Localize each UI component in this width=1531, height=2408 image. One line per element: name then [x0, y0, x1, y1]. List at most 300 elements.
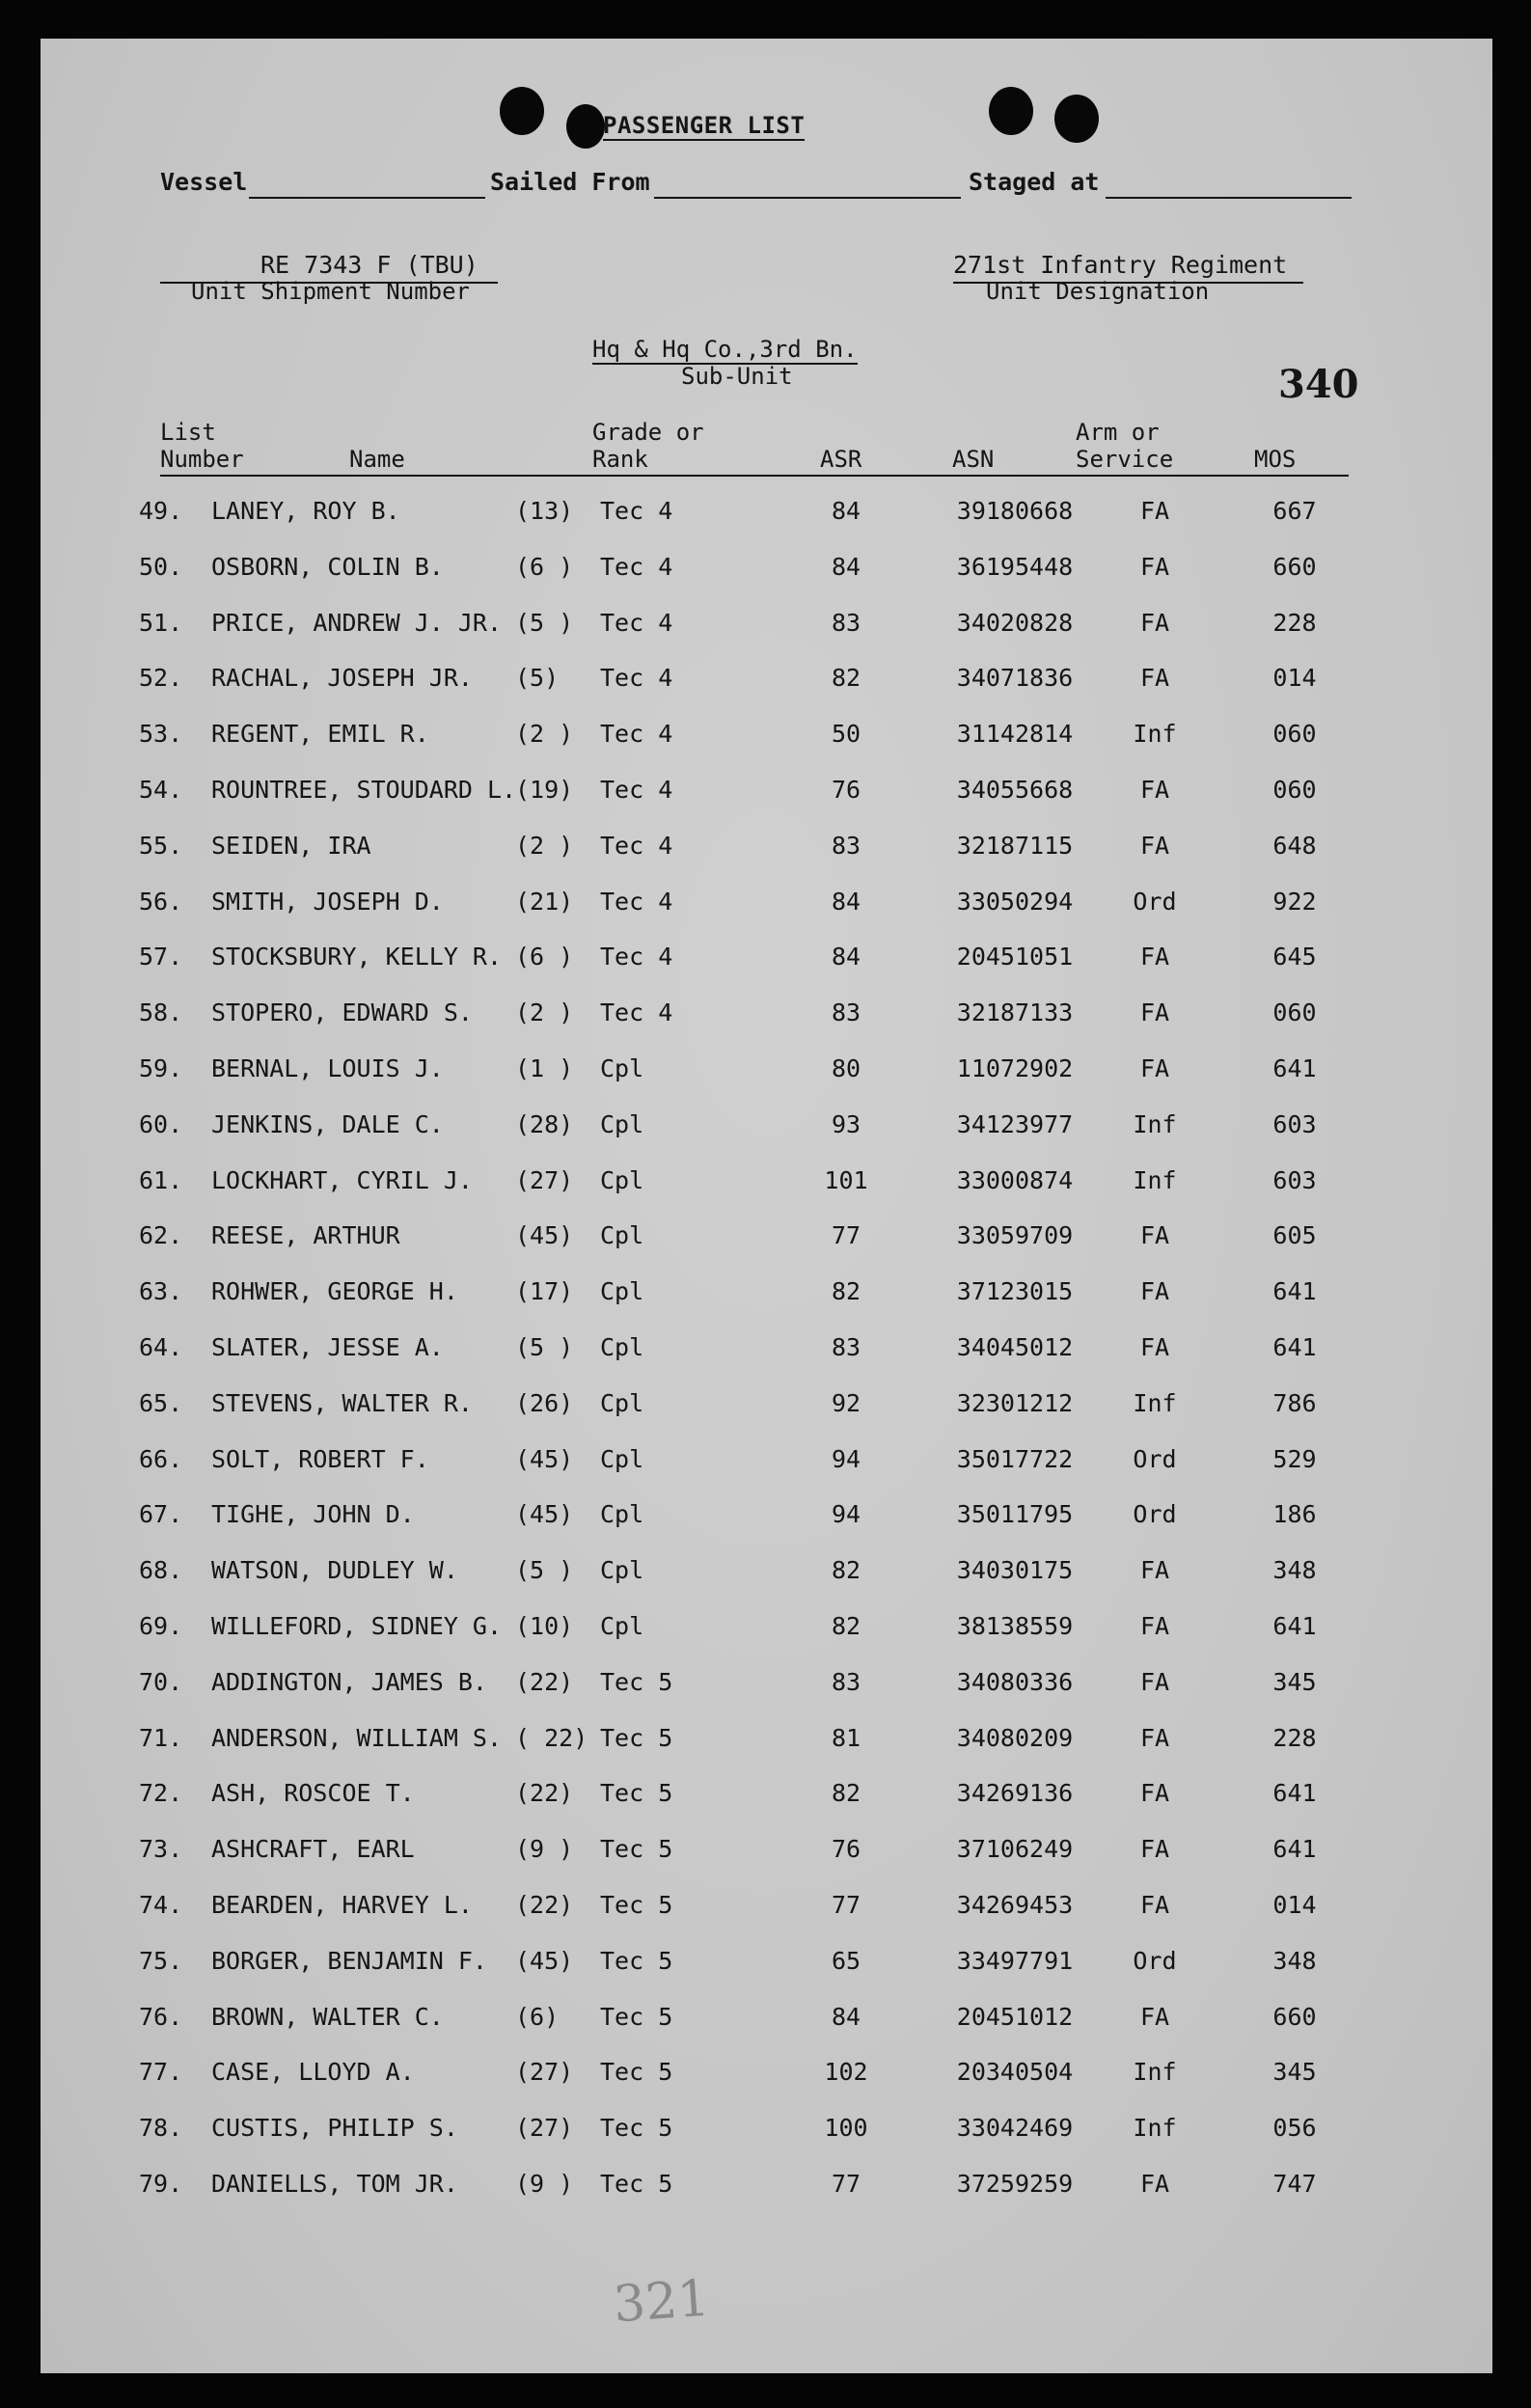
asr-value: 83 [831, 1667, 861, 1696]
passenger-name: BROWN, WALTER C. [211, 2002, 444, 2031]
mos-value: 348 [1272, 1946, 1317, 1975]
arm-service: Inf [1133, 2058, 1177, 2087]
asr-value: 84 [831, 943, 861, 971]
asr-value: 101 [824, 1165, 868, 1194]
mos-value: 660 [1272, 552, 1317, 581]
table-row [41, 1724, 1492, 1778]
passenger-code: (5) [515, 664, 560, 693]
passenger-name: ASH, ROSCOE T. [211, 1779, 415, 1808]
grade-rank: Tec 5 [600, 2058, 673, 2087]
grade-rank: Tec 5 [600, 1723, 673, 1752]
passenger-name: DANIELLS, TOM JR. [211, 2170, 458, 2198]
asn-value: 34020828 [956, 608, 1074, 637]
grade-rank: Cpl [600, 1388, 644, 1417]
asr-value: 100 [824, 2114, 868, 2143]
table-row [41, 664, 1492, 718]
grade-rank: Cpl [600, 1165, 644, 1194]
table-row [41, 553, 1492, 607]
passenger-name: ASHCRAFT, EARL [211, 1835, 415, 1864]
document-title: PASSENGER LIST [603, 112, 806, 139]
grade-rank: Tec 4 [600, 608, 673, 637]
asr-value: 82 [831, 1612, 861, 1640]
arm-service: FA [1139, 1835, 1170, 1864]
asr-value: 82 [831, 1277, 861, 1306]
asn-value: 38138559 [956, 1612, 1074, 1640]
passenger-code: (2 ) [515, 720, 574, 749]
table-row [41, 1500, 1492, 1554]
asr-value: 77 [831, 2170, 861, 2198]
asr-value: 82 [831, 1779, 861, 1808]
table-row [41, 2003, 1492, 2057]
asr-value: 82 [831, 664, 861, 693]
asn-value: 34269453 [956, 1891, 1074, 1919]
mos-value: 228 [1272, 1723, 1317, 1752]
arm-service: FA [1139, 1277, 1170, 1306]
col-header-asr: ASR [820, 446, 862, 473]
asr-value: 83 [831, 999, 861, 1027]
arm-service: Ord [1133, 1444, 1177, 1473]
asr-value: 84 [831, 887, 861, 916]
passenger-name: JENKINS, DALE C. [211, 1109, 444, 1138]
unit-designation-label: Unit Designation [986, 278, 1210, 305]
grade-rank: Tec 5 [600, 2170, 673, 2198]
grade-rank: Tec 4 [600, 831, 673, 860]
passenger-code: (27) [515, 2114, 574, 2143]
list-number: 68. [139, 1556, 183, 1585]
table-row [41, 943, 1492, 997]
table-row [41, 1166, 1492, 1220]
passenger-code: (21) [515, 887, 574, 916]
list-number: 76. [139, 2002, 183, 2031]
sub-unit-label: Sub-Unit [681, 363, 793, 390]
mos-value: 056 [1272, 2114, 1317, 2143]
grade-rank: Tec 5 [600, 2114, 673, 2143]
staged-at-blank [1106, 197, 1352, 199]
table-row [41, 1277, 1492, 1331]
asn-value: 33059709 [956, 1221, 1074, 1250]
unit-shipment-label: Unit Shipment Number [191, 278, 470, 305]
passenger-name: BEARDEN, HARVEY L. [211, 1891, 473, 1919]
table-row [41, 1947, 1492, 2001]
asn-value: 34030175 [956, 1556, 1074, 1585]
asn-value: 32187133 [956, 999, 1074, 1027]
asn-value: 20451012 [956, 2002, 1074, 2031]
grade-rank: Tec 5 [600, 2002, 673, 2031]
asn-value: 37106249 [956, 1835, 1074, 1864]
passenger-code: (22) [515, 1667, 574, 1696]
list-number: 78. [139, 2114, 183, 2143]
list-number: 70. [139, 1667, 183, 1696]
passenger-name: REESE, ARTHUR [211, 1221, 400, 1250]
grade-rank: Tec 5 [600, 1779, 673, 1808]
passenger-name: ROUNTREE, STOUDARD L. [211, 776, 517, 804]
mos-value: 060 [1272, 776, 1317, 804]
punch-hole [566, 104, 605, 149]
asn-value: 31142814 [956, 720, 1074, 749]
list-number: 73. [139, 1835, 183, 1864]
arm-service: Ord [1133, 1946, 1177, 1975]
passenger-name: WILLEFORD, SIDNEY G. [211, 1612, 503, 1640]
handwritten-number: 321 [612, 2269, 712, 2335]
grade-rank: Tec 5 [600, 1835, 673, 1864]
mos-value: 603 [1272, 1109, 1317, 1138]
asn-value: 36195448 [956, 552, 1074, 581]
list-number: 61. [139, 1165, 183, 1194]
staged-at-label: Staged at [969, 168, 1100, 196]
asn-value: 37123015 [956, 1277, 1074, 1306]
mos-value: 667 [1272, 497, 1317, 525]
arm-service: FA [1139, 1221, 1170, 1250]
grade-rank: Tec 5 [600, 1667, 673, 1696]
grade-rank: Tec 4 [600, 999, 673, 1027]
passenger-code: (5 ) [515, 1556, 574, 1585]
table-row [41, 720, 1492, 774]
passenger-name: SOLT, ROBERT F. [211, 1444, 429, 1473]
list-number: 62. [139, 1221, 183, 1250]
mos-value: 645 [1272, 943, 1317, 971]
arm-service: FA [1139, 1667, 1170, 1696]
asr-value: 93 [831, 1109, 861, 1138]
arm-service: FA [1139, 1779, 1170, 1808]
grade-rank: Tec 4 [600, 720, 673, 749]
mos-value: 529 [1272, 1444, 1317, 1473]
asn-value: 20340504 [956, 2058, 1074, 2087]
table-row [41, 1668, 1492, 1722]
list-number: 56. [139, 887, 183, 916]
list-number: 64. [139, 1333, 183, 1361]
mos-value: 648 [1272, 831, 1317, 860]
passenger-name: SMITH, JOSEPH D. [211, 887, 444, 916]
passenger-code: (22) [515, 1891, 574, 1919]
list-number: 72. [139, 1779, 183, 1808]
passenger-code: (28) [515, 1109, 574, 1138]
asn-value: 34080209 [956, 1723, 1074, 1752]
arm-service: FA [1139, 999, 1170, 1027]
arm-service: FA [1139, 2002, 1170, 2031]
passenger-code: (17) [515, 1277, 574, 1306]
unit-shipment-number: RE 7343 F (TBU) [260, 251, 478, 279]
table-row [41, 888, 1492, 942]
asn-value: 20451051 [956, 943, 1074, 971]
passenger-code: (5 ) [515, 608, 574, 637]
table-row [41, 832, 1492, 886]
table-row [41, 776, 1492, 830]
passenger-code: (6 ) [515, 552, 574, 581]
sailed-from-blank [654, 197, 961, 199]
passenger-name: RACHAL, JOSEPH JR. [211, 664, 473, 693]
grade-rank: Cpl [600, 1612, 644, 1640]
table-row [41, 2170, 1492, 2224]
passenger-name: STEVENS, WALTER R. [211, 1388, 473, 1417]
grade-rank: Tec 4 [600, 776, 673, 804]
mos-value: 345 [1272, 1667, 1317, 1696]
asn-value: 33497791 [956, 1946, 1074, 1975]
col-header-grade-2: Rank [592, 446, 648, 473]
passenger-name: CASE, LLOYD A. [211, 2058, 415, 2087]
passenger-name: ANDERSON, WILLIAM S. [211, 1723, 503, 1752]
grade-rank: Tec 4 [600, 497, 673, 525]
list-number: 79. [139, 2170, 183, 2198]
table-row [41, 1891, 1492, 1945]
list-number: 69. [139, 1612, 183, 1640]
table-row [41, 497, 1492, 551]
mos-value: 345 [1272, 2058, 1317, 2087]
passenger-name: CUSTIS, PHILIP S. [211, 2114, 458, 2143]
arm-service: Inf [1133, 1109, 1177, 1138]
passenger-code: (2 ) [515, 831, 574, 860]
asr-value: 76 [831, 1835, 861, 1864]
table-row [41, 1612, 1492, 1666]
passenger-name: WATSON, DUDLEY W. [211, 1556, 458, 1585]
vessel-label: Vessel [160, 168, 248, 196]
mos-value: 922 [1272, 887, 1317, 916]
asr-value: 102 [824, 2058, 868, 2087]
list-number: 55. [139, 831, 183, 860]
asn-value: 35017722 [956, 1444, 1074, 1473]
passenger-code: (45) [515, 1444, 574, 1473]
col-header-list-1: List [160, 419, 216, 446]
grade-rank: Cpl [600, 1444, 644, 1473]
asn-value: 37259259 [956, 2170, 1074, 2198]
passenger-name: REGENT, EMIL R. [211, 720, 429, 749]
vessel-blank [249, 197, 485, 199]
asn-value: 34123977 [956, 1109, 1074, 1138]
arm-service: FA [1139, 1054, 1170, 1082]
asn-value: 33050294 [956, 887, 1074, 916]
asr-value: 65 [831, 1946, 861, 1975]
col-header-grade-1: Grade or [592, 419, 704, 446]
asn-value: 33000874 [956, 1165, 1074, 1194]
punch-hole [1054, 95, 1099, 143]
passenger-code: (13) [515, 497, 574, 525]
mos-value: 747 [1272, 2170, 1317, 2198]
passenger-code: (27) [515, 2058, 574, 2087]
asr-value: 76 [831, 776, 861, 804]
arm-service: FA [1139, 552, 1170, 581]
grade-rank: Cpl [600, 1109, 644, 1138]
mos-value: 641 [1272, 1835, 1317, 1864]
table-row [41, 1779, 1492, 1833]
sailed-from-label: Sailed From [490, 168, 650, 196]
col-header-mos: MOS [1254, 446, 1297, 473]
asr-value: 92 [831, 1388, 861, 1417]
asn-value: 33042469 [956, 2114, 1074, 2143]
passenger-name: STOCKSBURY, KELLY R. [211, 943, 503, 971]
grade-rank: Tec 4 [600, 943, 673, 971]
asr-value: 50 [831, 720, 861, 749]
passenger-code: (9 ) [515, 1835, 574, 1864]
passenger-code: (9 ) [515, 2170, 574, 2198]
page-number: 340 [1278, 362, 1359, 407]
asr-value: 84 [831, 2002, 861, 2031]
asr-value: 77 [831, 1221, 861, 1250]
mos-value: 660 [1272, 2002, 1317, 2031]
col-header-list-2: Number [160, 446, 244, 473]
arm-service: FA [1139, 776, 1170, 804]
asn-value: 11072902 [956, 1054, 1074, 1082]
table-row [41, 999, 1492, 1053]
asr-value: 81 [831, 1723, 861, 1752]
grade-rank: Cpl [600, 1221, 644, 1250]
asr-value: 84 [831, 552, 861, 581]
asn-value: 32301212 [956, 1388, 1074, 1417]
asr-value: 83 [831, 1333, 861, 1361]
passenger-name: STOPERO, EDWARD S. [211, 999, 473, 1027]
passenger-code: (22) [515, 1779, 574, 1808]
mos-value: 060 [1272, 999, 1317, 1027]
asn-value: 35011795 [956, 1500, 1074, 1529]
arm-service: FA [1139, 2170, 1170, 2198]
list-number: 49. [139, 497, 183, 525]
col-header-arm-2: Service [1076, 446, 1174, 473]
arm-service: FA [1139, 1612, 1170, 1640]
passenger-code: (45) [515, 1946, 574, 1975]
passenger-name: BORGER, BENJAMIN F. [211, 1946, 487, 1975]
passenger-name: LOCKHART, CYRIL J. [211, 1165, 473, 1194]
table-row [41, 1389, 1492, 1443]
list-number: 63. [139, 1277, 183, 1306]
arm-service: FA [1139, 497, 1170, 525]
asn-value: 34080336 [956, 1667, 1074, 1696]
arm-service: Inf [1133, 1165, 1177, 1194]
passenger-code: (6) [515, 2002, 560, 2031]
list-number: 51. [139, 608, 183, 637]
arm-service: Inf [1133, 720, 1177, 749]
asr-value: 83 [831, 831, 861, 860]
arm-service: FA [1139, 1333, 1170, 1361]
arm-service: FA [1139, 664, 1170, 693]
grade-rank: Cpl [600, 1500, 644, 1529]
table-row [41, 609, 1492, 663]
passenger-code: (10) [515, 1612, 574, 1640]
sub-unit: Hq & Hq Co.,3rd Bn. [592, 336, 858, 363]
asr-value: 80 [831, 1054, 861, 1082]
arm-service: Ord [1133, 1500, 1177, 1529]
asr-value: 94 [831, 1500, 861, 1529]
list-number: 52. [139, 664, 183, 693]
col-header-asn: ASN [952, 446, 995, 473]
passenger-name: ADDINGTON, JAMES B. [211, 1667, 487, 1696]
mos-value: 603 [1272, 1165, 1317, 1194]
passenger-code: (5 ) [515, 1333, 574, 1361]
arm-service: Inf [1133, 2114, 1177, 2143]
table-row [41, 2114, 1492, 2168]
grade-rank: Tec 5 [600, 1891, 673, 1919]
mos-value: 641 [1272, 1779, 1317, 1808]
list-number: 53. [139, 720, 183, 749]
punch-hole [989, 87, 1033, 135]
mos-value: 641 [1272, 1054, 1317, 1082]
table-row [41, 1835, 1492, 1889]
asr-value: 94 [831, 1444, 861, 1473]
arm-service: FA [1139, 1723, 1170, 1752]
list-number: 77. [139, 2058, 183, 2087]
list-number: 74. [139, 1891, 183, 1919]
mos-value: 641 [1272, 1612, 1317, 1640]
list-number: 59. [139, 1054, 183, 1082]
table-row [41, 1221, 1492, 1275]
col-header-name: Name [349, 446, 405, 473]
passenger-name: ROHWER, GEORGE H. [211, 1277, 458, 1306]
passenger-name: BERNAL, LOUIS J. [211, 1054, 444, 1082]
passenger-name: TIGHE, JOHN D. [211, 1500, 415, 1529]
mos-value: 186 [1272, 1500, 1317, 1529]
asn-value: 34071836 [956, 664, 1074, 693]
arm-service: FA [1139, 1891, 1170, 1919]
grade-rank: Tec 4 [600, 552, 673, 581]
list-number: 54. [139, 776, 183, 804]
list-number: 75. [139, 1946, 183, 1975]
table-row [41, 1054, 1492, 1108]
grade-rank: Tec 5 [600, 1946, 673, 1975]
punch-hole [500, 87, 544, 135]
document-page [41, 39, 1492, 2373]
arm-service: Inf [1133, 1388, 1177, 1417]
grade-rank: Tec 4 [600, 887, 673, 916]
passenger-code: (1 ) [515, 1054, 574, 1082]
table-row [41, 1556, 1492, 1610]
passenger-name: SLATER, JESSE A. [211, 1333, 444, 1361]
passenger-code: (45) [515, 1221, 574, 1250]
list-number: 57. [139, 943, 183, 971]
passenger-code: (19) [515, 776, 574, 804]
mos-value: 228 [1272, 608, 1317, 637]
passenger-code: (2 ) [515, 999, 574, 1027]
asr-value: 83 [831, 608, 861, 637]
list-number: 71. [139, 1723, 183, 1752]
passenger-code: (6 ) [515, 943, 574, 971]
mos-value: 014 [1272, 1891, 1317, 1919]
grade-rank: Tec 4 [600, 664, 673, 693]
arm-service: Ord [1133, 887, 1177, 916]
table-row [41, 1333, 1492, 1387]
list-number: 50. [139, 552, 183, 581]
mos-value: 348 [1272, 1556, 1317, 1585]
list-number: 67. [139, 1500, 183, 1529]
passenger-code: (27) [515, 1165, 574, 1194]
passenger-code: ( 22) [515, 1723, 588, 1752]
list-number: 65. [139, 1388, 183, 1417]
mos-value: 060 [1272, 720, 1317, 749]
grade-rank: Cpl [600, 1277, 644, 1306]
asr-value: 82 [831, 1556, 861, 1585]
mos-value: 014 [1272, 664, 1317, 693]
mos-value: 641 [1272, 1277, 1317, 1306]
arm-service: FA [1139, 943, 1170, 971]
unit-designation: 271st Infantry Regiment [953, 251, 1288, 279]
passenger-name: PRICE, ANDREW J. JR. [211, 608, 503, 637]
table-row [41, 1110, 1492, 1164]
passenger-code: (45) [515, 1500, 574, 1529]
list-number: 66. [139, 1444, 183, 1473]
asr-value: 77 [831, 1891, 861, 1919]
list-number: 60. [139, 1109, 183, 1138]
asr-value: 84 [831, 497, 861, 525]
table-row [41, 1445, 1492, 1499]
grade-rank: Cpl [600, 1333, 644, 1361]
asn-value: 34055668 [956, 776, 1074, 804]
arm-service: FA [1139, 831, 1170, 860]
passenger-code: (26) [515, 1388, 574, 1417]
asn-value: 34045012 [956, 1333, 1074, 1361]
col-header-arm-1: Arm or [1076, 419, 1160, 446]
mos-value: 641 [1272, 1333, 1317, 1361]
passenger-name: SEIDEN, IRA [211, 831, 371, 860]
mos-value: 605 [1272, 1221, 1317, 1250]
arm-service: FA [1139, 608, 1170, 637]
passenger-name: LANEY, ROY B. [211, 497, 400, 525]
asn-value: 32187115 [956, 831, 1074, 860]
